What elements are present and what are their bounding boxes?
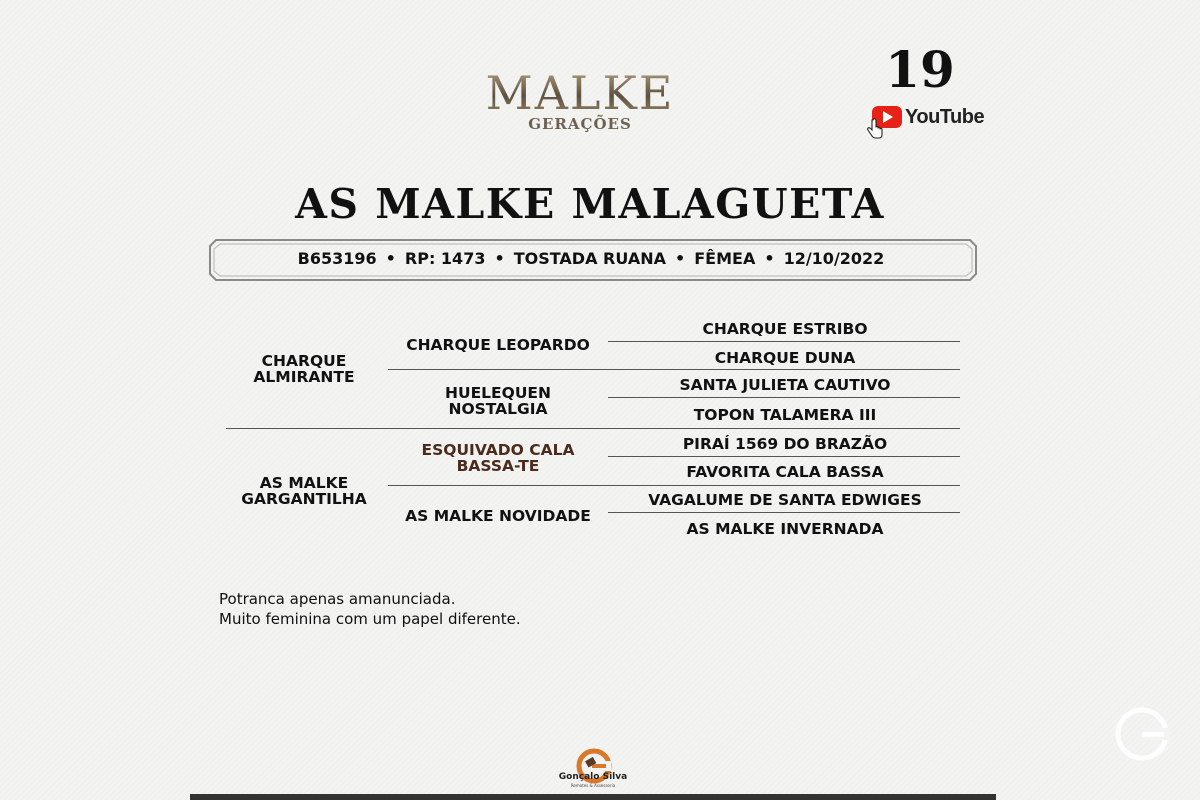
great-grandparent-7: VAGALUME DE SANTA EDWIGES [648,491,922,509]
divider-line [226,428,960,429]
maternal-granddam: AS MALKE NOVIDADE [405,507,591,525]
bottom-bar [190,794,996,800]
coat-color: TOSTADA RUANA [513,249,666,268]
description-line-2: Muito feminina com um papel diferente. [219,610,521,628]
great-grandparent-2: CHARQUE DUNA [714,349,856,367]
brand-subtitle: Remates & Assessoria [570,783,616,788]
divider-line [608,512,960,513]
divider-line [608,456,960,457]
goncalo-silva-logo-icon [562,732,626,800]
malke-logo: MALKE [440,66,720,120]
watermark-g-icon [1110,702,1174,766]
horse-name-title: AS MALKE MALAGUETA [295,180,885,228]
divider-line [608,341,960,342]
dam-name: AS MALKE GARGANTILHA [241,474,367,508]
great-grandparent-8: AS MALKE INVERNADA [686,520,884,538]
separator: • [675,249,686,268]
sire-name: CHARQUE ALMIRANTE [253,352,355,386]
malke-logo-subtitle: GERAÇÕES [528,115,632,133]
separator: • [764,249,775,268]
youtube-link[interactable] [868,104,985,144]
brand-name: Gonçalo Silva [558,772,628,782]
registry-number: B653196 [297,249,377,268]
great-grandparent-1: CHARQUE ESTRIBO [702,320,868,338]
divider-line [388,485,960,486]
great-grandparent-3: SANTA JULIETA CAUTIVO [679,376,891,394]
lot-number: 19 [885,40,955,99]
paternal-grandsire: CHARQUE LEOPARDO [406,336,590,354]
great-grandparent-5: PIRAÍ 1569 DO BRAZÃO [682,435,888,453]
separator: • [385,249,396,268]
maternal-grandsire: ESQUIVADO CALA BASSA-TE [421,441,575,475]
info-line [208,249,974,268]
youtube-label: YouTube [905,106,985,128]
rp-number: RP: 1473 [404,249,486,268]
paternal-granddam: HUELEQUEN NOSTALGIA [445,384,551,418]
description-line-1: Potranca apenas amanunciada. [219,590,456,608]
divider-line [608,397,960,398]
birth-date: 12/10/2022 [783,249,885,268]
divider-line [388,369,960,370]
pointer-hand-icon [866,118,884,140]
sex: FÊMEA [694,249,756,268]
great-grandparent-4: TOPON TALAMERA III [693,406,877,424]
separator: • [494,249,505,268]
great-grandparent-6: FAVORITA CALA BASSA [686,463,884,481]
